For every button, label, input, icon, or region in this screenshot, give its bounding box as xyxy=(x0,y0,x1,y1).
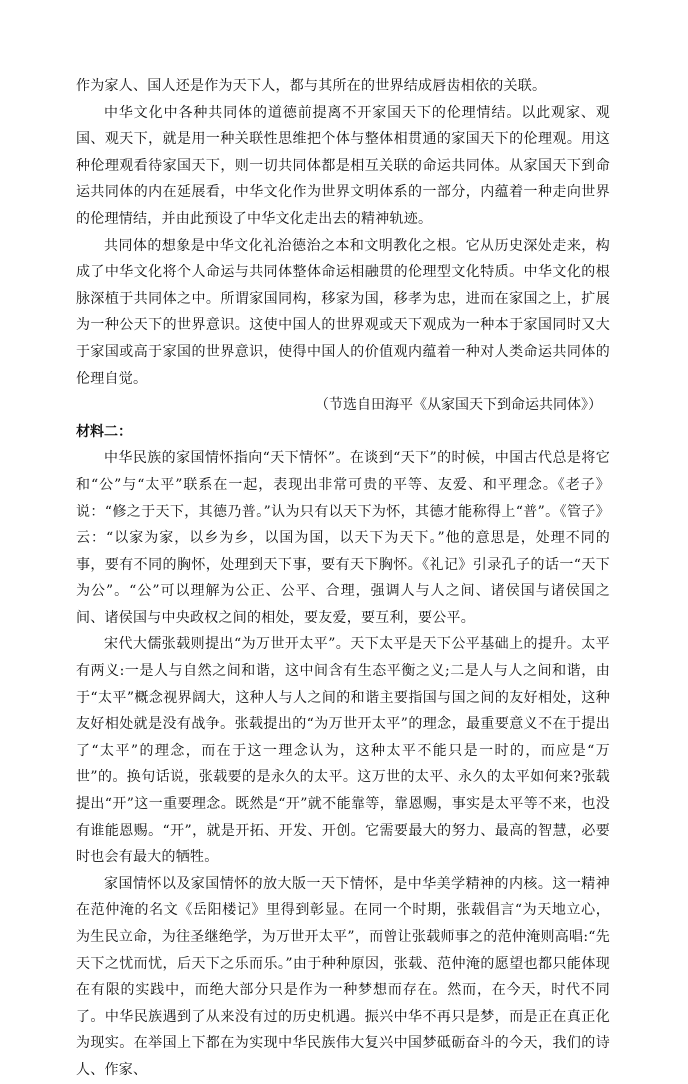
paragraph-ethics: 中华文化中各种共同体的道德前提离不开家国天下的伦理情结。以此观家、观国、观天下，就是用一种关联性思维把个体与整体相贯通的家国天下的伦理观。用这种伦理观看待家国天下，则一切共同体都是相互关联的命运共同体。从家国天下到命运共同体的内在延展看，中华文化作为世界文明体系的一部分，内蕴着一种走向世界的伦理情结，并由此预设了中华文化走出去的精神轨迹。 xyxy=(76,104,610,227)
paragraph-tianxia: 中华民族的家国情怀指向“天下情怀”。在谈到“天下”的时候，中国古代总是将它和“公”与“太平”联系在一起，表现出非常可贵的平等、友爱、和平理念。《老子》说：“修之于天下，其德乃普。”认为只有以天下为怀，其德才能称得上“普”。《管子》云：“以家为家，以乡为乡，以国为国，以天下为天下。”他的意思是，处理不同的事，要有不同的胸怀，处理到天下事，要有天下胸怀。《礼记》引录孔子的话一“天下为公”。“公”可以理解为公正、公平、合理，强调人与人之间、诸侯国与诸侯国之间、诸侯国与中央政权之间的相处，要友爱，要互利，要公平。 xyxy=(76,450,610,626)
paragraph-zhangzai: 宋代大儒张载则提出“为万世开太平”。天下太平是天下公平基础上的提升。太平有两义:一是人与自然之间和谐，这中间含有生态平衡之义;二是人与人之间和谐，由于“太平”概念视界阔大，这种人与人之间的和谐主要指国与国之间的友好相处，这种友好相处就是没有战争。张载提出的“为万世开太平”的理念，最重要意义不在于提出了“太平”的理念，而在于这一理念认为，这种太平不能只是一时的，而应是“万世”的。换句话说，张载要的是永久的太平。这万世的太平、永久的太平如何来?张载提出“开”这一重要理念。既然是“开”就不能靠等，靠恩赐，事实是太平等不来，也没有谁能恩赐。“开”，就是开拓、开发、开创。它需要最大的努力、最高的智慧，必要时也会有最大的牺牲。 xyxy=(76,636,610,866)
paragraph-community: 共同体的想象是中华文化礼治德治之本和文明教化之根。它从历史深处走来，构成了中华文化将个人命运与共同体整体命运相融贯的伦理型文化特质。中华文化的根脉深植于共同体之中。所谓家国同构，移家为国，移孝为忠，进而在家国之上，扩展为一种公天下的世界意识。这使中国人的世界观或天下观成为一种本于家国同时又大于家国或高于家国的世界意识，使得中国人的价值观内蕴着一种对人类命运共同体的伦理自觉。 xyxy=(76,237,610,387)
paragraph-aesthetics: 家国情怀以及家国情怀的放大版一天下情怀，是中华美学精神的内核。这一精神在范仲淹的名文《岳阳楼记》里得到彰显。在同一个时期，张载倡言“为天地立心，为生民立命，为往圣继绝学，为万世开太平”，而曾让张载师事之的范仲淹则高唱:“先天下之忧而忧，后天下之乐而乐。”由于种种原因，张载、范仲淹的愿望也都只能体现在有限的实践中，而绝大部分只是作为一种梦想而存在。然而，在今天，时代不同了。中华民族遇到了从来没有过的历史机遇。振兴中华不再只是梦，而是正在真正化为现实。在举国上下都在为实现中华民族伟大复兴中国梦砥砺奋斗的今天，我们的诗人、作家、 xyxy=(76,875,610,1078)
material-two-heading: 材料二： xyxy=(76,423,132,440)
paragraph-continuation: 作为家人、国人还是作为天下人，都与其所在的世界结成唇齿相依的关联。 xyxy=(76,78,547,94)
source-citation: （节选自田海平《从家国天下到命运共同体》） xyxy=(315,397,602,414)
